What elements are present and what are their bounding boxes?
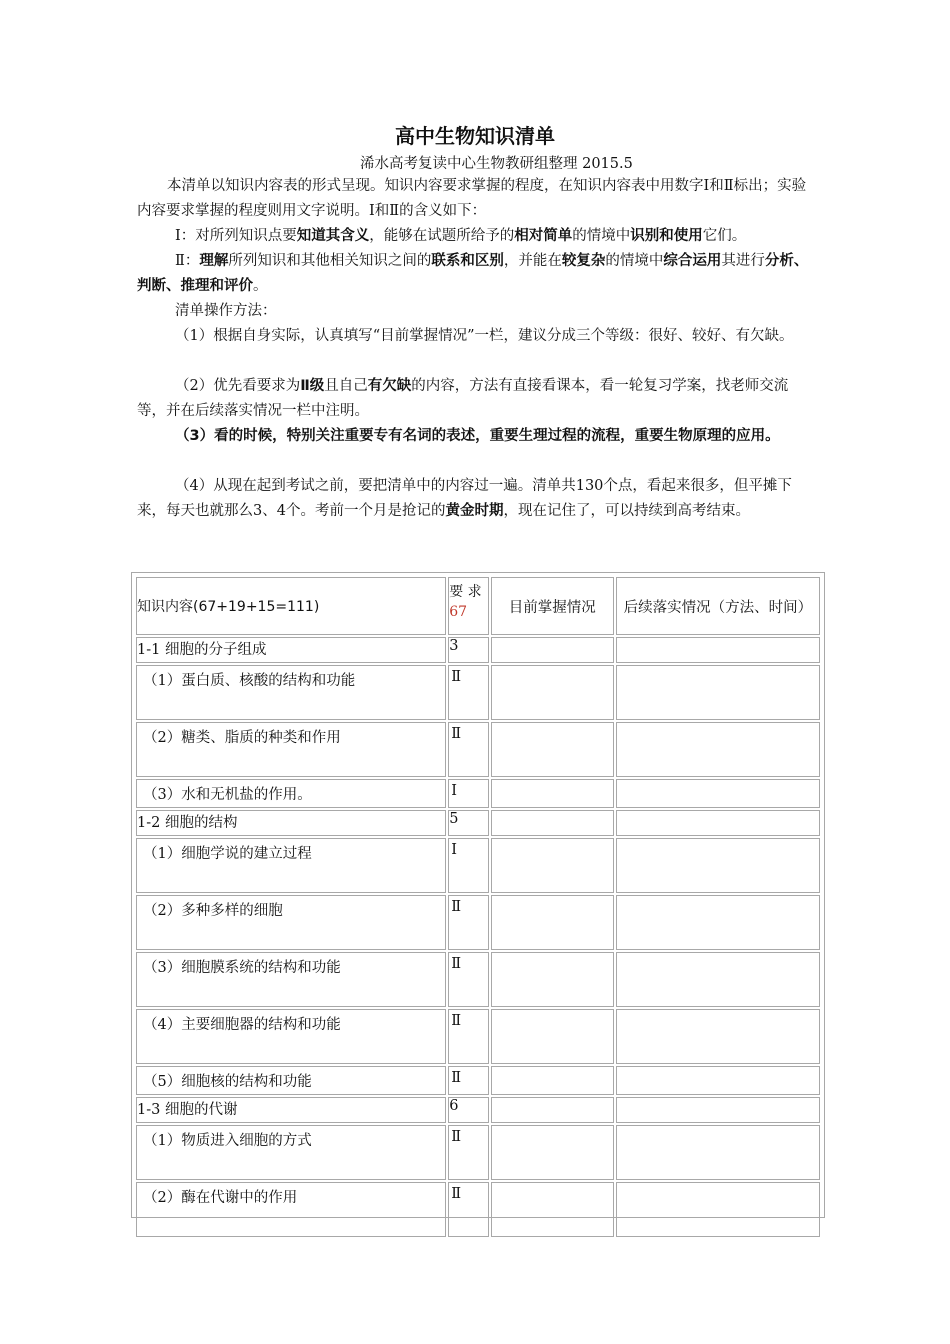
row-content: （1）蛋白质、核酸的结构和功能 — [136, 665, 446, 720]
row-content: （4）主要细胞器的结构和功能 — [136, 1009, 446, 1064]
bold-text: 相对简单 — [514, 228, 573, 244]
text-run: Ⅰ：对所列知识点要 — [175, 228, 297, 244]
followup-cell[interactable] — [616, 952, 820, 1007]
current-mastery-cell[interactable] — [491, 1097, 614, 1123]
current-mastery-cell[interactable] — [491, 637, 614, 663]
current-mastery-cell[interactable] — [491, 1066, 614, 1095]
text-run: Ⅱ： — [175, 253, 200, 269]
text-run: 其进行 — [721, 253, 765, 269]
text-run: 。 — [253, 278, 268, 294]
followup-cell[interactable] — [616, 665, 820, 720]
row-content: 1-1 细胞的分子组成 — [136, 637, 446, 663]
followup-cell[interactable] — [616, 779, 820, 808]
row-content: （3）水和无机盐的作用。 — [136, 779, 446, 808]
current-mastery-cell[interactable] — [491, 1182, 614, 1237]
row-requirement: 3 — [448, 637, 488, 663]
bold-text: 联系和区别 — [431, 253, 504, 269]
level-one-definition — [137, 224, 817, 249]
level-two-definition — [137, 249, 817, 299]
row-requirement: 6 — [448, 1097, 488, 1123]
bold-text: Ⅱ级 — [300, 378, 325, 394]
knowledge-table-grid — [134, 575, 822, 1239]
method-step-2 — [137, 374, 817, 424]
table-row — [136, 1182, 820, 1237]
current-mastery-cell[interactable] — [491, 952, 614, 1007]
followup-cell[interactable] — [616, 1009, 820, 1064]
method-title: 清单操作方法： — [175, 303, 277, 319]
bold-text: 有欠缺 — [367, 378, 412, 394]
header-requirement-count: 67 — [449, 604, 468, 620]
row-requirement: Ⅱ — [448, 1066, 488, 1095]
table-row — [136, 1066, 820, 1095]
row-content: （2）糖类、脂质的种类和作用 — [136, 722, 446, 777]
section-row — [136, 637, 820, 663]
table-row — [136, 838, 820, 893]
knowledge-table — [131, 572, 825, 1218]
bold-text: 分析、判断、推理和评价 — [137, 253, 809, 294]
row-content: （2）酶在代谢中的作用 — [136, 1182, 446, 1237]
row-content: （1）物质进入细胞的方式 — [136, 1125, 446, 1180]
row-requirement: Ⅰ — [448, 838, 488, 893]
method-step-3: （3）看的时候，特别关注重要专有名词的表述，重要生理过程的流程，重要生物原理的应用。 — [175, 428, 780, 444]
header-requirement — [448, 577, 488, 635]
header-requirement-label: 要 求 — [449, 584, 482, 600]
text-run: （2）优先看要求为 — [175, 378, 301, 394]
table-row — [136, 779, 820, 808]
current-mastery-cell[interactable] — [491, 665, 614, 720]
followup-cell[interactable] — [616, 1097, 820, 1123]
text-run: 的内容，方法有直接看课本，看一轮复习学案，找老师交流等，并在后续落实情况一栏中注明。 — [137, 378, 789, 419]
row-content: （1）细胞学说的建立过程 — [136, 838, 446, 893]
row-requirement: Ⅱ — [448, 895, 488, 950]
bold-text: 综合运用 — [663, 253, 722, 269]
row-requirement: Ⅱ — [448, 1009, 488, 1064]
row-requirement: Ⅱ — [448, 952, 488, 1007]
table-row — [136, 665, 820, 720]
row-content: 1-2 细胞的结构 — [136, 810, 446, 836]
text-run: 它们。 — [702, 228, 747, 244]
row-requirement: Ⅱ — [448, 722, 488, 777]
method-step-4 — [137, 474, 817, 524]
current-mastery-cell[interactable] — [491, 895, 614, 950]
header-content: 知识内容(67+19+15=111) — [136, 577, 446, 635]
text-run: （4）从现在起到考试之前，要把清单中的内容过一遍。清单共130个点，看起来很多，但平摊下来，每天也就那么3、4个。考前一个月是抢记的 — [137, 478, 792, 519]
intro-text: 本清单以知识内容表的形式呈现。知识内容要求掌握的程度，在知识内容表中用数字Ⅰ和Ⅱ标出；实验内容要求掌握的程度则用文字说明。Ⅰ和Ⅱ的含义如下： — [137, 178, 807, 219]
row-content: （3）细胞膜系统的结构和功能 — [136, 952, 446, 1007]
current-mastery-cell[interactable] — [491, 722, 614, 777]
table-row — [136, 1009, 820, 1064]
text-run: 的情境中 — [572, 228, 631, 244]
bold-text: 理解 — [199, 253, 229, 269]
document-title: 高中生物知识清单 — [395, 124, 555, 148]
document-subtitle: 浠水高考复读中心生物教研组整理 2015.5 — [360, 156, 633, 172]
followup-cell[interactable] — [616, 722, 820, 777]
text-run: ，并能在 — [503, 253, 562, 269]
followup-cell[interactable] — [616, 1182, 820, 1237]
bold-text: 识别和使用 — [630, 228, 703, 244]
table-row — [136, 722, 820, 777]
current-mastery-cell[interactable] — [491, 810, 614, 836]
current-mastery-cell[interactable] — [491, 779, 614, 808]
followup-cell[interactable] — [616, 1125, 820, 1180]
header-current-mastery: 目前掌握情况 — [491, 577, 614, 635]
intro-paragraph — [137, 174, 817, 224]
row-requirement: Ⅰ — [448, 779, 488, 808]
bold-text: 知道其含义 — [296, 228, 370, 244]
method-step-1: （1）根据自身实际，认真填写“目前掌握情况”一栏，建议分成三个等级：很好、较好、有欠缺。 — [175, 328, 794, 344]
followup-cell[interactable] — [616, 810, 820, 836]
followup-cell[interactable] — [616, 1066, 820, 1095]
bold-text: 黄金时期 — [445, 503, 504, 519]
row-content: （2）多种多样的细胞 — [136, 895, 446, 950]
text-run: ，能够在试题所给予的 — [369, 228, 515, 244]
table-header-row — [136, 577, 820, 635]
current-mastery-cell[interactable] — [491, 1125, 614, 1180]
table-row — [136, 1125, 820, 1180]
row-requirement: Ⅱ — [448, 665, 488, 720]
text-run: 且自己 — [324, 378, 368, 394]
followup-cell[interactable] — [616, 895, 820, 950]
text-run: ，现在记住了，可以持续到高考结束。 — [503, 503, 750, 519]
table-row — [136, 952, 820, 1007]
section-row — [136, 1097, 820, 1123]
current-mastery-cell[interactable] — [491, 1009, 614, 1064]
current-mastery-cell[interactable] — [491, 838, 614, 893]
text-run: 所列知识和其他相关知识之间的 — [228, 253, 432, 269]
row-requirement: Ⅱ — [448, 1125, 488, 1180]
row-content: （5）细胞核的结构和功能 — [136, 1066, 446, 1095]
row-requirement: Ⅱ — [448, 1182, 488, 1237]
section-row — [136, 810, 820, 836]
bold-text: 较复杂 — [561, 253, 606, 269]
table-row — [136, 895, 820, 950]
followup-cell[interactable] — [616, 637, 820, 663]
row-requirement: 5 — [448, 810, 488, 836]
followup-cell[interactable] — [616, 838, 820, 893]
text-run: 的情境中 — [605, 253, 664, 269]
row-content: 1-3 细胞的代谢 — [136, 1097, 446, 1123]
header-followup: 后续落实情况（方法、时间） — [616, 577, 820, 635]
